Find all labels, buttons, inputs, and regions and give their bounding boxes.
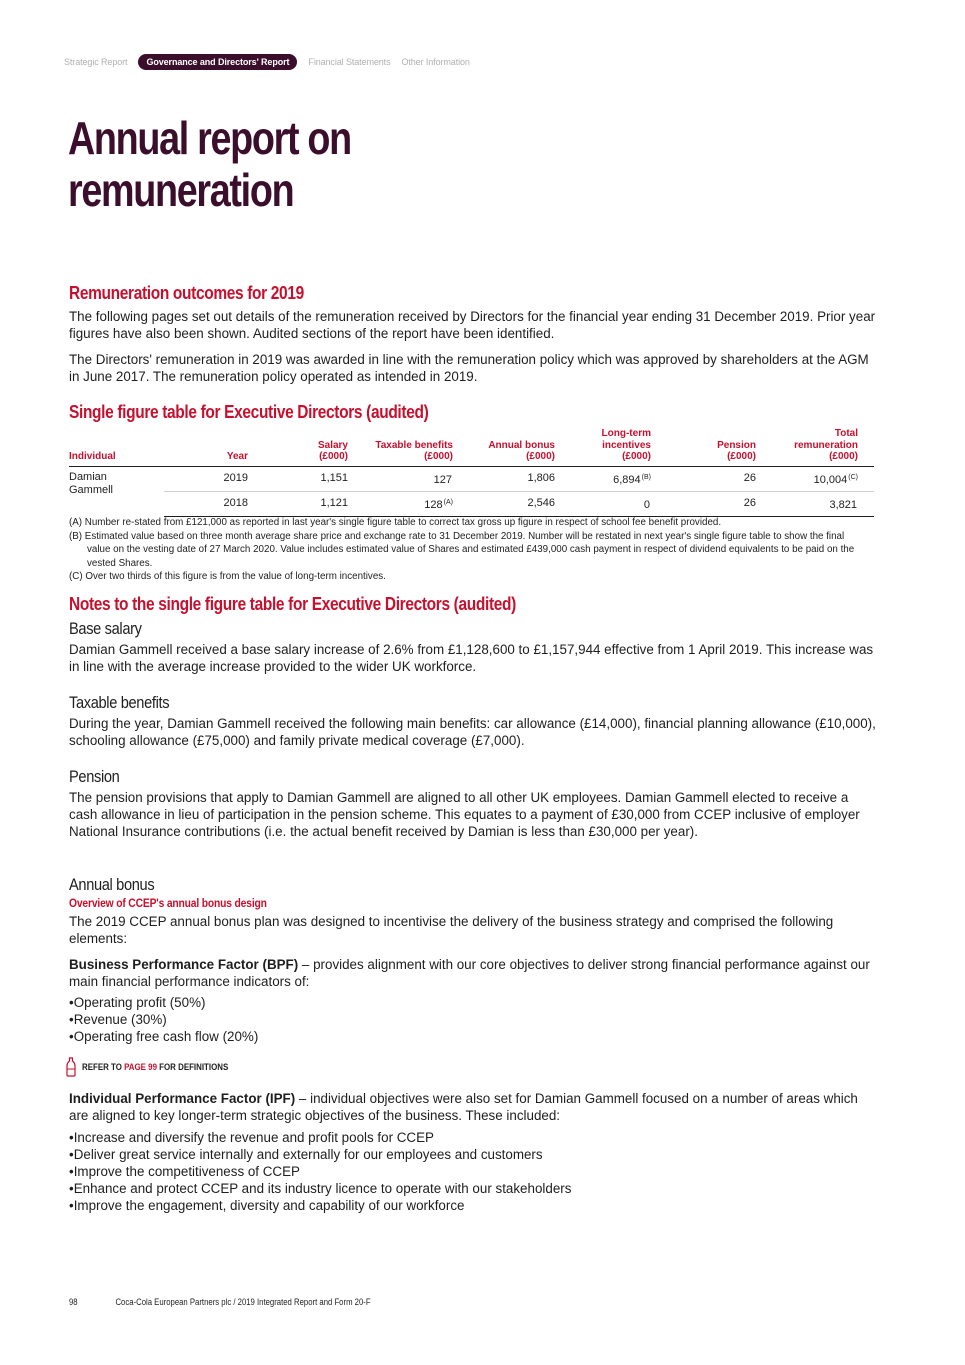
outcomes-heading: Remuneration outcomes for 2019 — [69, 283, 304, 303]
cell-year: 2018 — [164, 491, 264, 516]
refer-to-page[interactable] — [66, 1057, 248, 1077]
cell-lti: $6,894^{(B)}$ — [571, 466, 667, 491]
page-footer — [69, 1297, 408, 1307]
nav-other-information[interactable]: Other Information — [401, 57, 470, 67]
bpf-text: – provides alignment with our core objectives to deliver strong financial performance against our main financial performance indicators of: — [69, 957, 870, 989]
annual-bonus-intro: The 2019 CCEP annual bonus plan was designed to incentivise the delivery of the business strategy and comprised the following elements: — [69, 914, 834, 946]
col-total-remuneration: Total remuneration (£000) — [772, 428, 874, 466]
list-item: • Improve the engagement, diversity and capability of our workforce — [69, 1197, 879, 1214]
cell-taxable: $128^{(A)}$ — [364, 491, 469, 516]
list-item: • Operating free cash flow (20%) — [69, 1028, 879, 1045]
nav-financial-statements[interactable]: Financial Statements — [308, 57, 391, 67]
cell-pension: 26 — [667, 491, 772, 516]
ipf-label: Individual Performance Factor (IPF) — [69, 1091, 296, 1106]
section-nav — [64, 54, 481, 70]
bottle-icon — [66, 1057, 76, 1077]
page-link[interactable]: PAGE 99 — [124, 1062, 157, 1072]
cell-bonus: 2,546 — [469, 491, 571, 516]
col-salary: Salary (£000) — [264, 428, 364, 466]
bpf-paragraph — [69, 956, 879, 990]
page-title-line-1: Annual report on — [68, 112, 351, 164]
refer-text: REFER TO PAGE 99 FOR DEFINITIONS — [82, 1062, 229, 1072]
outcomes-paragraph-1: The following pages set out details of the remuneration received by Directors for the financial year ending 31 December 2019. Prior year figures have also been shown. Audited sections of the report have been identified. — [69, 309, 876, 341]
single-figure-table — [69, 428, 874, 517]
bpf-list — [69, 994, 879, 1045]
list-item: • Deliver great service internally and externally for our employees and customers — [69, 1146, 879, 1163]
outcomes-paragraph-2: The Directors' remuneration in 2019 was awarded in line with the remuneration policy which was approved by shareholders at the AGM in June 2017. The remuneration policy operated as intended in 2019. — [69, 352, 869, 384]
cell-total: 3,821 — [772, 491, 874, 516]
pension-text: The pension provisions that apply to Damian Gammell are aligned to all other UK employees. Damian Gammell elected to receive a cash allowance in lieu of participation in the pension scheme. This equates to a payment of £30,000 from CCEP inclusive of employer National Insurance contributions (i.e. the actual benefit received by Damian is less than £30,000 per year). — [69, 790, 860, 839]
ipf-text: – individual objectives were also set for Damian Gammell focused on a number of areas which are aligned to key longer-term strategic objectives of the business. These included: — [69, 1091, 858, 1123]
pension-heading: Pension — [69, 767, 120, 786]
taxable-benefits-text: During the year, Damian Gammell received the following main benefits: car allowance (£14,000), financial planning allowance (£10,000), schooling allowance (£75,000) and family private medical coverage (£7,000). — [69, 716, 876, 748]
col-individual: Individual — [69, 428, 164, 466]
footnote-a: (A) Number re-stated from £121,000 as reported in last year's single figure table to correct tax gross up figure in respect of school fee benefit provided. — [69, 517, 722, 528]
col-annual-bonus: Annual bonus (£000) — [469, 428, 571, 466]
list-item: • Revenue (30%) — [69, 1011, 879, 1028]
table-row — [69, 466, 874, 491]
publication-title: Coca-Cola European Partners plc / 2019 Integrated Report and Form 20-F — [115, 1297, 371, 1307]
table-footnotes — [69, 516, 869, 584]
col-year: Year — [164, 428, 264, 466]
footnote-b: (B) Estimated value based on three month average share price and exchange rate to 31 December 2019. Number will be restated in next year's single figure table to show the final value on the vesting date of 27 March 2020. Value includes estimated value of Shares and estimated £439,000 cash payment in respect of dividend equivalents to be paid on the vested Shares. — [69, 530, 855, 569]
cell-lti: 0 — [571, 491, 667, 516]
cell-bonus: 1,806 — [469, 466, 571, 491]
col-long-term-incentives: Long-term incentives (£000) — [571, 428, 667, 466]
annual-bonus-heading: Annual bonus — [69, 875, 155, 894]
list-item: • Operating profit (50%) — [69, 994, 879, 1011]
ipf-paragraph — [69, 1090, 879, 1124]
cell-pension: 26 — [667, 466, 772, 491]
annual-bonus-subheading: Overview of CCEP's annual bonus design — [69, 896, 267, 910]
nav-strategic-report[interactable]: Strategic Report — [64, 57, 128, 67]
table-header-row — [69, 428, 874, 466]
base-salary-heading: Base salary — [69, 619, 142, 638]
individual-name: Damian Gammell — [69, 470, 114, 496]
page-title-line-2: remuneration — [68, 164, 294, 216]
page-title — [68, 112, 351, 216]
table-row — [69, 491, 874, 516]
base-salary-text: Damian Gammell received a base salary increase of 2.6% from £1,128,600 to £1,157,944 effective from 1 April 2019. This increase was in line with the average increase provided to the wider UK workforce. — [69, 642, 874, 674]
cell-taxable: 127 — [364, 466, 469, 491]
cell-salary: 1,151 — [264, 466, 364, 491]
notes-heading: Notes to the single figure table for Executive Directors (audited) — [69, 594, 516, 614]
list-item: • Increase and diversify the revenue and profit pools for CCEP — [69, 1129, 879, 1146]
footnote-c: (C) Over two thirds of this figure is from the value of long-term incentives. — [69, 571, 386, 582]
page-number: 98 — [69, 1297, 78, 1307]
taxable-benefits-heading: Taxable benefits — [69, 693, 170, 712]
list-item: • Enhance and protect CCEP and its industry licence to operate with our stakeholders — [69, 1180, 879, 1197]
col-taxable-benefits: Taxable benefits (£000) — [364, 428, 469, 466]
col-pension: Pension (£000) — [667, 428, 772, 466]
cell-total: $10,004^{(C)}$ — [772, 466, 874, 491]
cell-year: 2019 — [164, 466, 264, 491]
list-item: • Improve the competitiveness of CCEP — [69, 1163, 879, 1180]
ipf-list — [69, 1129, 879, 1214]
bpf-label: Business Performance Factor (BPF) — [69, 957, 299, 972]
single-figure-heading: Single figure table for Executive Directors (audited) — [69, 402, 429, 422]
cell-salary: 1,121 — [264, 491, 364, 516]
nav-governance[interactable]: Governance and Directors' Report — [138, 54, 297, 70]
